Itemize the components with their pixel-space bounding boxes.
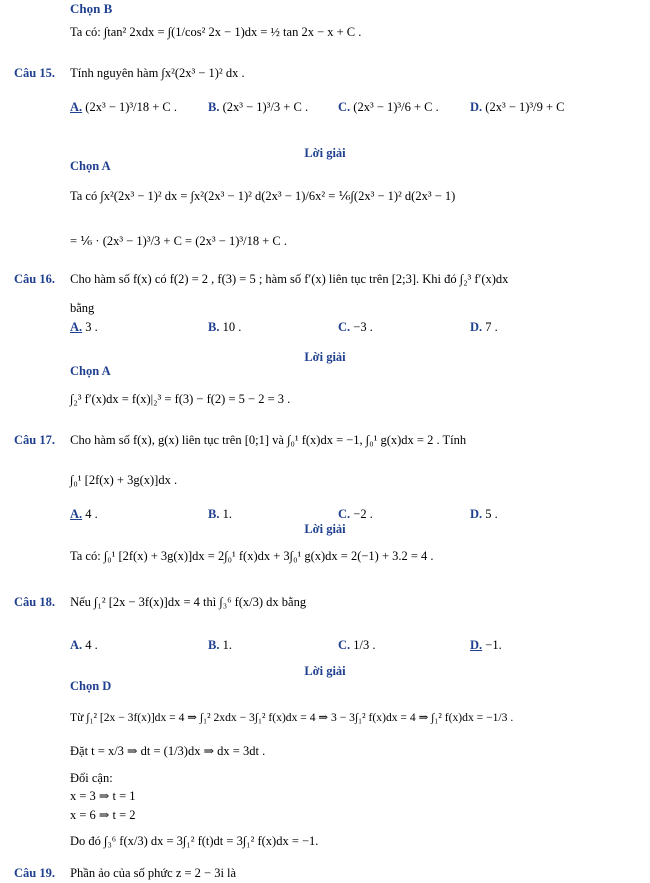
- question-number: Câu 17.: [14, 433, 55, 447]
- solution-line: = ⅙ · (2x³ − 1)³/3 + C = (2x³ − 1)³/18 + C .: [70, 234, 287, 248]
- question-18: [14, 595, 306, 610]
- solution-line: Từ ∫₁² [2x − 3f(x)]dx = 4 ⇒ ∫₁² 2xdx − 3∫₁² f(x)dx = 4 ⇒ 3 − 3∫₁² f(x)dx = 4 ⇒ ∫₁² f(x)dx = −1/3 .: [70, 711, 514, 724]
- option-d: D. 7 .: [470, 320, 498, 334]
- solution-line: Ta có: ∫₀¹ [2f(x) + 3g(x)]dx = 2∫₀¹ f(x)dx + 3∫₀¹ g(x)dx = 2(−1) + 3.2 = 4 .: [70, 549, 434, 563]
- question-text: Phần ảo của số phức z = 2 − 3i là: [70, 866, 237, 880]
- answer-choice-heading: Chọn B: [70, 1, 113, 16]
- solution-heading: Lời giải: [304, 522, 346, 536]
- option-b: B. (2x³ − 1)³/3 + C .: [208, 100, 309, 114]
- question-16: [14, 272, 508, 287]
- solution-line: x = 3 ⇒ t = 1: [70, 789, 136, 803]
- option-c: C. 1/3 .: [338, 638, 376, 652]
- solution-heading: Lời giải: [304, 350, 346, 364]
- question-text-continued: bằng: [70, 301, 95, 315]
- solution-line: Đặt t = x/3 ⇒ dt = (1/3)dx ⇒ dx = 3dt .: [70, 744, 266, 758]
- option-a: A. 3 .: [70, 320, 98, 334]
- option-b: B. 1.: [208, 638, 232, 652]
- solution-line: Đổi cận:: [70, 771, 113, 785]
- question-number: Câu 19.: [14, 866, 55, 880]
- option-d: D. −1.: [470, 638, 502, 652]
- question-17: [14, 433, 466, 448]
- option-a: A. 4 .: [70, 638, 98, 652]
- question-19: [14, 866, 236, 881]
- question-15: [14, 66, 245, 81]
- option-d: D. 5 .: [470, 507, 498, 521]
- option-b: B. 1.: [208, 507, 232, 521]
- solution-heading: Lời giải: [304, 146, 346, 160]
- solution-line: Do đó ∫₃⁶ f(x/3) dx = 3∫₁² f(t)dt = 3∫₁² f(x)dx = −1.: [70, 834, 319, 848]
- question-number: Câu 16.: [14, 272, 55, 286]
- answer-choice-heading: Chọn A: [70, 364, 111, 378]
- solution-line: ∫₂³ f′(x)dx = f(x)|₂³ = f(3) − f(2) = 5 − 2 = 3 .: [70, 392, 291, 406]
- solution-line: Ta có ∫x²(2x³ − 1)² dx = ∫x²(2x³ − 1)² d(2x³ − 1)/6x² = ⅙∫(2x³ − 1)² d(2x³ − 1): [70, 189, 456, 203]
- question-text-continued: ∫₀¹ [2f(x) + 3g(x)]dx .: [70, 473, 178, 487]
- question-text: Nếu ∫₁² [2x − 3f(x)]dx = 4 thì ∫₃⁶ f(x/3) dx bằng: [70, 595, 307, 609]
- answer-choice-heading: Chọn D: [70, 679, 112, 693]
- option-b: B. 10 .: [208, 320, 242, 334]
- question-text: Cho hàm số f(x) có f(2) = 2 , f(3) = 5 ; hàm số f′(x) liên tục trên [2;3]. Khi đó ∫₂³ f′(x)dx: [70, 272, 509, 286]
- solution-line: x = 6 ⇒ t = 2: [70, 808, 136, 822]
- option-a: A. (2x³ − 1)³/18 + C .: [70, 100, 178, 114]
- question-text: Cho hàm số f(x), g(x) liên tục trên [0;1] và ∫₀¹ f(x)dx = −1, ∫₀¹ g(x)dx = 2 . Tính: [70, 433, 467, 447]
- option-c: C. −2 .: [338, 507, 373, 521]
- option-d: D. (2x³ − 1)³/9 + C: [470, 100, 565, 114]
- question-number: Câu 18.: [14, 595, 55, 609]
- solution-line: Ta có: ∫tan² 2xdx = ∫(1/cos² 2x − 1)dx = ½ tan 2x − x + C .: [70, 25, 362, 39]
- question-text: Tính nguyên hàm ∫x²(2x³ − 1)² dx .: [70, 66, 245, 80]
- option-c: C. (2x³ − 1)³/6 + C .: [338, 100, 439, 114]
- solution-heading: Lời giải: [304, 664, 346, 678]
- answer-choice-heading: Chọn A: [70, 159, 111, 173]
- option-c: C. −3 .: [338, 320, 373, 334]
- question-number: Câu 15.: [14, 66, 55, 80]
- option-a: A. 4 .: [70, 507, 98, 521]
